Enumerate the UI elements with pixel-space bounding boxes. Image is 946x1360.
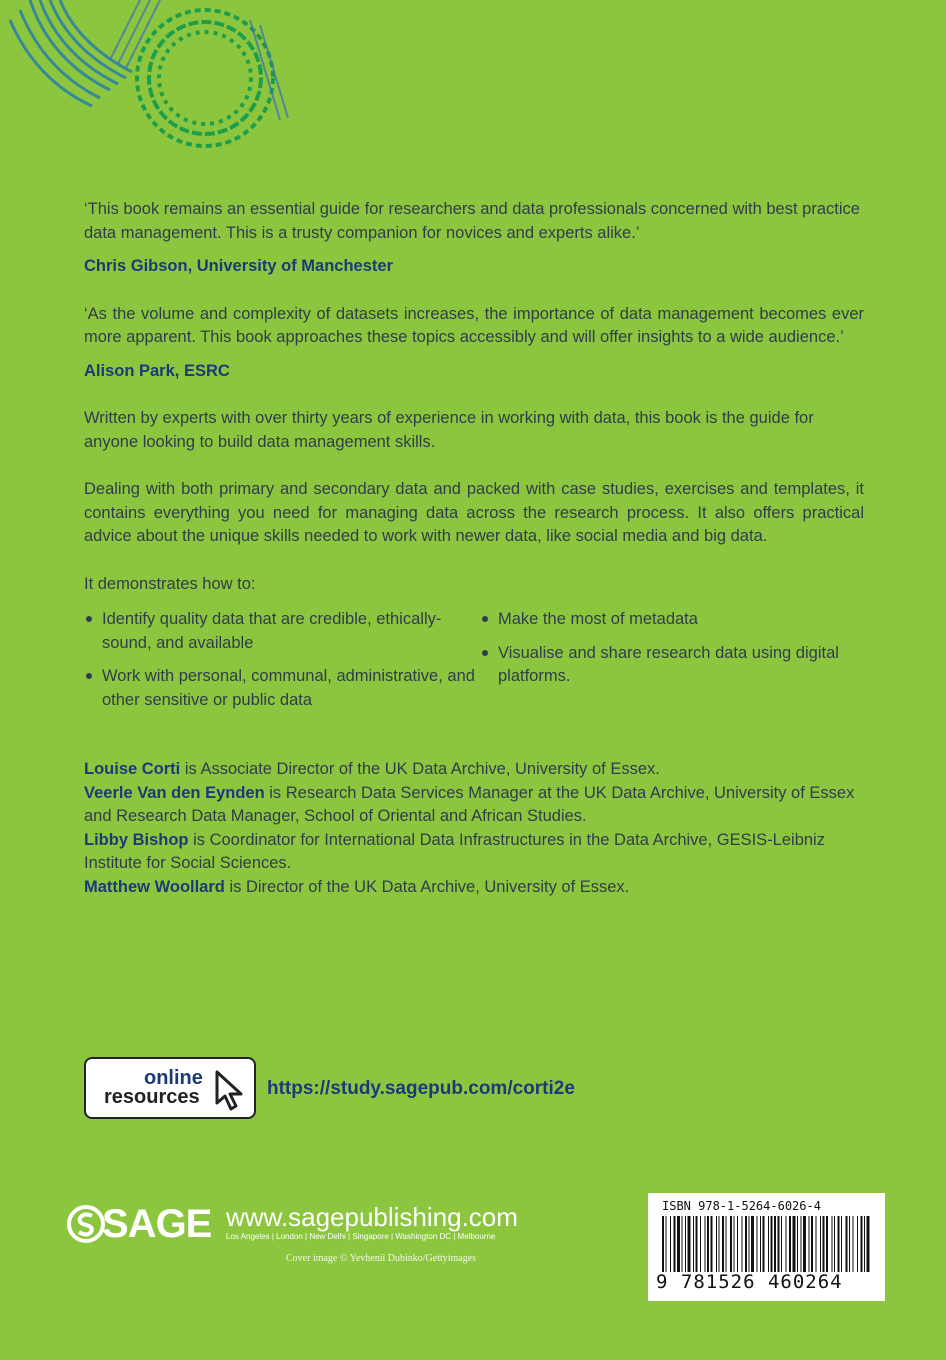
quote-1-attribution: Chris Gibson, University of Manchester: [84, 257, 393, 275]
barcode-bar: [853, 1216, 854, 1272]
publisher-block: [66, 1198, 536, 1278]
barcode-bar: [682, 1216, 683, 1272]
barcode-bar: [745, 1216, 747, 1272]
author-name: Matthew Woollard: [84, 877, 225, 896]
author-bio: [84, 758, 864, 782]
barcode-bar: [846, 1216, 848, 1272]
bullet-item: Visualise and share research data using digital platforms.: [480, 642, 864, 689]
barcode-bar: [700, 1216, 701, 1272]
barcode-bar: [711, 1216, 713, 1272]
barcode-bar: [838, 1216, 840, 1272]
barcode-bar: [793, 1216, 796, 1272]
online-resources-badge: [84, 1057, 256, 1119]
barcode-bar: [749, 1216, 750, 1272]
barcode-bar: [719, 1216, 720, 1272]
decorative-circle-graphic: [0, 0, 320, 200]
resources-label: resources: [104, 1086, 200, 1108]
sage-logo-icon: [66, 1204, 106, 1244]
barcode-bar: [716, 1216, 717, 1272]
description-2: Dealing with both primary and secondary data and packed with case studies, exercises and templates, it contains everything you need for managing data across the research process. It also offers practical advice about the unique skills needed to work with newer data, like social media and big data.: [84, 480, 864, 545]
quote-2-attribution: Alison Park, ESRC: [84, 361, 230, 380]
barcode-bar: [861, 1216, 863, 1272]
barcode-bar: [801, 1216, 802, 1272]
barcode-bar: [722, 1216, 724, 1272]
barcode-bar: [688, 1216, 691, 1272]
author-bio: [84, 829, 864, 876]
barcode-bar: [789, 1216, 791, 1272]
barcode-bar: [763, 1216, 765, 1272]
barcode-bar: [864, 1216, 865, 1272]
barcode-bar: [674, 1216, 676, 1272]
author-description: is Research Data Services Manager at the UK Data Archive, University of Essex and Research Data Manager, School of Oriental and African Studies.: [84, 783, 855, 825]
barcode-bar: [705, 1216, 706, 1272]
author-description: is Associate Director of the UK Data Archive, University of Essex.: [180, 760, 660, 778]
bullet-column-left: [84, 608, 480, 722]
online-label: online: [144, 1067, 203, 1089]
bullet-column-right: [480, 608, 864, 722]
barcode-digits: 9 781526 460264: [656, 1271, 843, 1293]
barcode-bar: [803, 1216, 806, 1272]
cursor-icon: [214, 1069, 246, 1111]
sage-logo-text: SAGE: [102, 1202, 212, 1246]
demonstrates-intro: It demonstrates how to:: [84, 574, 256, 593]
barcode-bar: [849, 1216, 850, 1272]
barcode-bar: [820, 1216, 821, 1272]
barcode-bar: [867, 1216, 870, 1272]
barcode-bar: [778, 1216, 780, 1272]
cover-image-credit: Cover image © Yevhenii Dubinko/Gettyimages: [286, 1253, 477, 1264]
quote-1: ‘This book remains an essential guide for researchers and data professionals concerned with best practice data management. This is a trusty companion for novices and experts alike.’: [84, 200, 860, 242]
barcode-bar: [857, 1216, 858, 1272]
barcode-bar: [726, 1216, 727, 1272]
barcode-bar: [737, 1216, 738, 1272]
barcode-bar: [707, 1216, 709, 1272]
author-bio: [84, 876, 864, 900]
barcode-bar: [811, 1216, 813, 1272]
barcode-bar: [774, 1216, 776, 1272]
barcode-bar: [760, 1216, 761, 1272]
author-name: Veerle Van den Eynden: [84, 783, 265, 802]
barcode-bar: [696, 1216, 698, 1272]
author-name: Louise Corti: [84, 760, 181, 778]
barcode-bar: [797, 1216, 798, 1272]
barcode-bar: [809, 1216, 810, 1272]
barcode-bar: [823, 1216, 825, 1272]
barcode-bar: [742, 1216, 743, 1272]
companion-website-link[interactable]: https://study.sagepub.com/corti2e: [267, 1078, 575, 1099]
author-description: is Coordinator for International Data Infrastructures in the Data Archive, GESIS-Leibniz Institute for Social Sciences.: [84, 830, 825, 872]
barcode-bar: [730, 1216, 732, 1272]
barcode-bar: [693, 1216, 694, 1272]
barcode-bar: [666, 1216, 667, 1272]
cover-text: [84, 198, 864, 899]
quote-2: ‘As the volume and complexity of datasets increases, the importance of data management becomes ever more apparent. This book approaches these topics accessibly and will offer insights to a wide audience.’: [84, 304, 864, 346]
barcode-bar: [816, 1216, 817, 1272]
bullet-list: [84, 608, 864, 722]
barcode-bar: [834, 1216, 835, 1272]
barcode-bar: [734, 1216, 735, 1272]
author-description: is Director of the UK Data Archive, University of Essex.: [224, 877, 630, 896]
publisher-cities: Los Angeles | London | New Delhi | Singapore | Washington DC | Melbourne: [226, 1232, 496, 1241]
author-name: Libby Bishop: [84, 830, 189, 849]
barcode-bar: [670, 1216, 671, 1272]
barcode-bar: [786, 1216, 787, 1272]
barcode-bar: [771, 1216, 773, 1272]
description-1: Written by experts with over thirty years of experience in working with data, this book is the guide for anyone looking to build data management skills.: [84, 409, 814, 451]
barcode-bar: [685, 1216, 686, 1272]
barcode-bars: [662, 1216, 871, 1276]
barcode-bar: [757, 1216, 758, 1272]
isbn-barcode: [648, 1193, 885, 1301]
author-bio: [84, 782, 864, 829]
barcode-bar: [751, 1216, 754, 1272]
barcode-bar: [662, 1216, 664, 1272]
barcode-bar: [841, 1216, 842, 1272]
bullet-item: Make the most of metadata: [480, 608, 864, 632]
publisher-url[interactable]: www.sagepublishing.com: [226, 1202, 518, 1232]
bullet-item: Identify quality data that are credible, ethically-sound, and available: [84, 608, 480, 655]
barcode-bar: [826, 1216, 828, 1272]
barcode-bar: [677, 1216, 680, 1272]
barcode-bar: [768, 1216, 769, 1272]
barcode-bar: [781, 1216, 782, 1272]
barcode-bar: [832, 1216, 833, 1272]
bullet-item: Work with personal, communal, administrative, and other sensitive or public data: [84, 665, 480, 712]
isbn-label: ISBN 978-1-5264-6026-4: [662, 1199, 821, 1213]
